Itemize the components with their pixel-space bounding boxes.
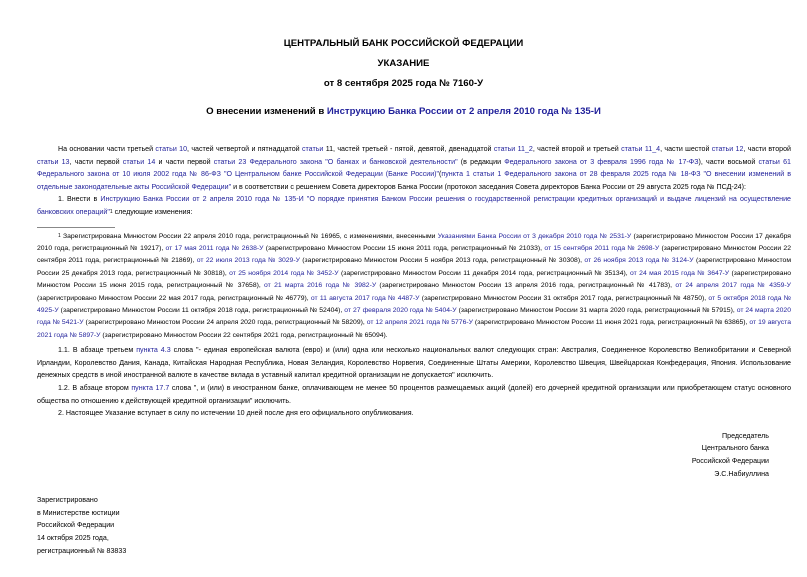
footnote-text: (зарегистрировано Минюстом России 17 декабря 2010 года, регистрационный № 19217),: [37, 232, 791, 252]
law-link[interactable]: статьи 14: [122, 157, 156, 166]
law-link[interactable]: пункта 1 статьи 1 Федерального закона от 28 февраля 2025 года № 18-ФЗ "О внесении изменений в отдельные законодательные акты Российской Федерации": [37, 170, 791, 191]
amendment-link[interactable]: от 27 февраля 2020 года № 5404-У: [344, 307, 457, 314]
footnote-text: (зарегистрировано Минюстом России 22 сентября 2021 года, регистрационный № 65094).: [100, 331, 388, 339]
preamble-text: (: [439, 170, 442, 179]
footnote-text: (зарегистрировано Минюстом России 24 апреля 2020 года, регистрационный № 58209),: [83, 319, 367, 327]
clause-link[interactable]: пункта 4.3: [136, 346, 171, 355]
preamble-text: ), части восьмой: [698, 157, 759, 166]
amendment-link[interactable]: от 15 сентября 2011 года № 2698-У: [544, 244, 660, 252]
document-date-number: от 8 сентября 2025 года № 7160-У: [323, 78, 484, 89]
amendment-link[interactable]: от 12 апреля 2021 года № 5776-У: [366, 319, 473, 327]
footnote-text: (зарегистрировано Минюстом России 13 апреля 2016 года, регистрационный № 41783),: [376, 282, 676, 290]
item-text: следующие изменения:: [112, 207, 193, 216]
instruction-link[interactable]: Инструкцию Банка России от 2 апреля 2010 года № 135-И "О порядке принятия Банком России решения о государственной регистрации кредитных организаций и выдаче лицензий на осуществление банковских операций": [37, 195, 791, 216]
amendment-link[interactable]: от 5 октября 2018 года № 4925-У: [37, 294, 791, 314]
footnote-text: (зарегистрировано Минюстом России 25 декабря 2013 года, регистрационный № 30818),: [37, 257, 792, 277]
item-1-paragraph: [37, 193, 791, 218]
amendment-link[interactable]: от 11 августа 2017 года № 4487-У: [310, 294, 420, 302]
amendment-link[interactable]: от 24 апреля 2017 года № 4359-У: [675, 282, 791, 290]
subject-link[interactable]: Инструкцию Банка России от 2 апреля 2010 года № 135-И: [326, 106, 601, 117]
preamble-text: , части второй: [743, 145, 792, 153]
clause-link[interactable]: пункта 17.7: [131, 384, 170, 392]
preamble-text: 11, частей третьей - пятой, девятой, двенадцатой: [323, 145, 494, 153]
amendment-link[interactable]: от 24 мая 2015 года № 3647-У: [630, 269, 730, 277]
law-link[interactable]: статьи: [301, 145, 324, 153]
item-1-2-paragraph: [37, 382, 791, 407]
item-1-1-paragraph: [37, 344, 791, 382]
law-link[interactable]: статьи 12: [711, 145, 744, 153]
law-link[interactable]: статьи 11_4: [621, 145, 661, 153]
signature-block: [37, 430, 769, 480]
footnote-mark: 1: [58, 232, 61, 239]
amendment-link[interactable]: от 22 июля 2013 года № 3029-У: [196, 257, 300, 265]
registration-block: [37, 494, 791, 557]
signatory-title-line: Председатель: [722, 431, 769, 440]
law-link[interactable]: статьи 61 Федерального закона от 10 июля 2002 года № 86-ФЗ "О Центральном банке Российской Федерации (Банке России)": [37, 157, 791, 179]
registration-line: Зарегистрировано: [37, 496, 98, 505]
footnote-text: (зарегистрировано Минюстом России 22 сентября 2011 года, регистрационный № 21869),: [37, 244, 791, 265]
item-text: 1.1. В абзаце третьем: [58, 346, 137, 355]
footnote-text: (зарегистрировано Минюстом России 15 июня 2011 года, регистрационный № 21033),: [263, 244, 545, 252]
amendment-link[interactable]: от 19 августа 2021 года № 5897-У: [37, 319, 791, 339]
footnote-text: (зарегистрировано Минюстом России 11 июня 2021 года, регистрационный № 63865),: [472, 319, 750, 327]
item-2-paragraph: 2. Настоящее Указание вступает в силу по истечении 10 дней после дня его официального опубликования.: [58, 409, 414, 418]
preamble-text: , части шестой: [660, 145, 712, 153]
item-text: 1. Внести в: [58, 195, 101, 204]
footnote-text: (зарегистрировано Минюстом России 11 октября 2018 года, регистрационный № 52404),: [58, 307, 345, 314]
preamble-text: , части первой: [69, 157, 123, 166]
issuer-heading: ЦЕНТРАЛЬНЫЙ БАНК РОССИЙСКОЙ ФЕДЕРАЦИИ: [283, 38, 524, 49]
amendment-link[interactable]: от 25 ноября 2014 года № 3452-У: [229, 269, 339, 277]
footnote-text: (зарегистрировано Минюстом России 15 июня 2015 года, регистрационный № 37658),: [37, 269, 792, 290]
preamble-paragraph: [37, 143, 791, 193]
document-subject: [0, 106, 807, 118]
amendment-link[interactable]: Указаниями Банка России от 3 декабря 2010 года № 2531-У: [437, 232, 632, 240]
document-type: УКАЗАНИЕ: [377, 58, 430, 69]
item-text: 1.2. В абзаце втором: [58, 384, 132, 392]
preamble-text: На основании части третьей: [58, 145, 156, 153]
footnote-divider: [37, 227, 115, 228]
signatory-name: Э.С.Набиуллина: [714, 469, 769, 478]
law-link[interactable]: статьи 13: [37, 157, 70, 166]
footnote-text: (зарегистрировано Минюстом России 5 ноября 2013 года, регистрационный № 30308),: [299, 257, 585, 265]
registration-date: 14 октября 2025 года,: [37, 533, 109, 542]
signatory-title-line: Российской Федерации: [691, 456, 769, 465]
footnote-text: (зарегистрировано Минюстом России 22 мая 2017 года, регистрационный № 46779),: [37, 294, 311, 302]
footnote-text: (зарегистрировано Минюстом России 11 декабря 2014 года, регистрационный № 35134),: [338, 269, 631, 277]
amendment-link[interactable]: от 24 марта 2020 года № 5421-У: [37, 307, 791, 327]
registration-line: Российской Федерации: [37, 521, 115, 530]
subject-prefix: О внесении изменений в: [206, 106, 327, 117]
preamble-text: и части первой: [155, 157, 214, 166]
law-link[interactable]: статьи 11_2: [493, 145, 533, 153]
item-text: слова ", и (или) в иностранном банке, оплачивающем не менее 50 процентов размещаемых акций (долей) его дочерней кредитной организации или приобретающем статус основного общества по отношению к действующей кредитной организации" исключить.: [37, 384, 792, 405]
amendment-link[interactable]: от 26 ноября 2013 года № 3124-У: [584, 257, 694, 265]
footnote-paragraph: [37, 230, 791, 343]
amendment-link[interactable]: от 21 марта 2016 года № 3982-У: [264, 282, 377, 290]
preamble-text: , частей четвертой и пятнадцатой: [187, 145, 302, 153]
preamble-text: и в соответствии с решением Совета директоров Банка России (протокол заседания Совета директоров Банка России от 29 августа 2025 года № ПСД-24):: [231, 182, 746, 191]
signatory-title-line: Центрального банка: [701, 444, 769, 453]
preamble-text: (в редакции: [457, 157, 505, 166]
registration-number: регистрационный № 83833: [37, 546, 127, 555]
law-link[interactable]: Федерального закона от 3 февраля 1996 года № 17-ФЗ: [504, 157, 699, 166]
footnote-text: (зарегистрировано Минюстом России 31 марта 2020 года, регистрационный № 57915),: [456, 307, 737, 314]
registration-line: в Министерстве юстиции: [37, 508, 120, 517]
law-link[interactable]: статьи 23 Федерального закона "О банках и банковской деятельности": [213, 157, 458, 166]
amendment-link[interactable]: от 17 мая 2011 года № 2638-У: [165, 244, 264, 252]
footnote-text: (зарегистрировано Минюстом России 31 октября 2017 года, регистрационный № 48750),: [419, 294, 709, 302]
law-link[interactable]: статьи 10: [155, 145, 188, 153]
footnote-text: Зарегистрирована Минюстом России 22 апреля 2010 года, регистрационный № 16965, с изменениями, внесенными: [60, 232, 438, 240]
preamble-text: , частей второй и третьей: [532, 145, 622, 153]
item-text: слова "- единая европейская валюта (евро) и (или) одна или несколько национальных валют следующих стран: Австралия, Соединенное Королевство Великобритании и Северной Ирландии, Королевство Дания, Канада, Китайская Народная Республика, Новая Зеландия, Королевство Норвегия, Соединенные Штаты Америки, Королевство Швеция, Швейцарская Конфедерация, Япония. Использование денежных средств в иной иностранной валюте в качестве вклада в уставный капитал кредитной организации не допускается" исключить.: [37, 346, 791, 380]
footnote-ref[interactable]: 1: [109, 208, 113, 215]
